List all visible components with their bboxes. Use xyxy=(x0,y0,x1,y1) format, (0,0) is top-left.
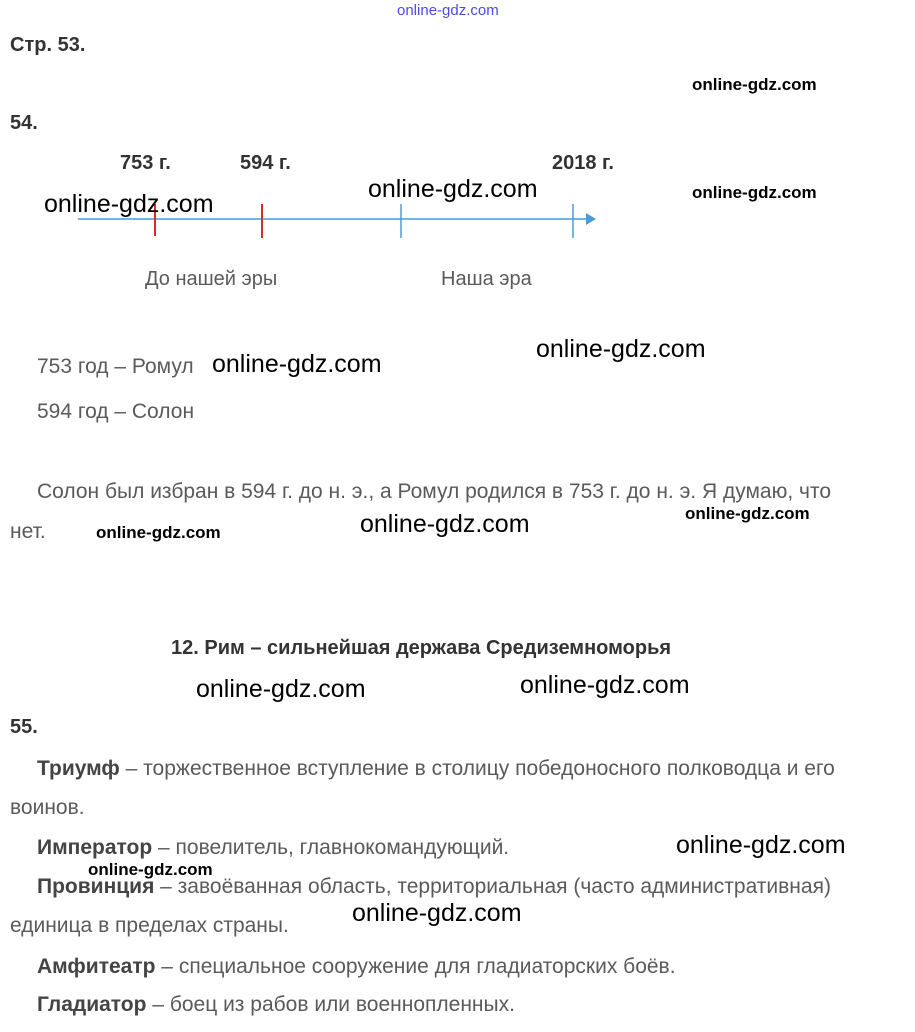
timeline-label-753: 753 г. xyxy=(120,152,171,174)
paragraph-line-2: нет. xyxy=(10,520,46,543)
definition-province-cont: единица в пределах страны. xyxy=(10,914,289,937)
watermark: online-gdz.com xyxy=(520,671,690,699)
definition-emperor xyxy=(37,836,509,860)
term-amphitheater: Амфитеатр xyxy=(37,955,156,978)
definition-gladiator xyxy=(37,993,515,1017)
watermark: online-gdz.com xyxy=(692,183,817,202)
watermark: online-gdz.com xyxy=(196,675,366,703)
era-bc-label: До нашей эры xyxy=(145,268,278,290)
definition-amphitheater xyxy=(37,955,676,979)
page-reference: Стр. 53. xyxy=(10,34,86,56)
definition-text: – повелитель, главнокомандующий. xyxy=(152,836,510,859)
watermark: online-gdz.com xyxy=(212,350,382,378)
definition-text: – торжественное вступление в столицу победоносного полководца и его xyxy=(119,757,835,780)
watermark-top: online-gdz.com xyxy=(397,2,499,19)
task-55-number: 55. xyxy=(10,716,38,738)
watermark: online-gdz.com xyxy=(368,175,538,203)
definition-triumph-cont: воинов. xyxy=(10,796,85,819)
timeline-label-2018: 2018 г. xyxy=(552,152,614,174)
definition-text: – боец из рабов или военнопленных. xyxy=(146,993,515,1016)
term-triumph: Триумф xyxy=(37,757,120,780)
watermark: online-gdz.com xyxy=(692,75,817,94)
term-gladiator: Гладиатор xyxy=(37,993,147,1016)
section-title: 12. Рим – сильнейшая держава Средиземноморья xyxy=(171,637,672,659)
watermark: online-gdz.com xyxy=(676,831,846,859)
timeline-arrow xyxy=(586,213,596,225)
timeline-diagram xyxy=(0,0,915,260)
definition-triumph xyxy=(37,757,835,781)
line-solon: 594 год – Солон xyxy=(37,400,195,423)
term-emperor: Император xyxy=(37,836,153,859)
term-province: Провинция xyxy=(37,875,155,898)
watermark: online-gdz.com xyxy=(44,190,214,218)
watermark: online-gdz.com xyxy=(352,899,522,927)
watermark: online-gdz.com xyxy=(96,523,221,542)
definition-text: – специальное сооружение для гладиаторских боёв. xyxy=(155,955,676,978)
line-romulus: 753 год – Ромул xyxy=(37,355,194,378)
watermark: online-gdz.com xyxy=(88,860,213,879)
watermark: online-gdz.com xyxy=(536,335,706,363)
era-ad-label: Наша эра xyxy=(441,268,532,290)
watermark: online-gdz.com xyxy=(360,510,530,538)
watermark: online-gdz.com xyxy=(685,504,810,523)
paragraph-line-1: Солон был избран в 594 г. до н. э., а Ромул родился в 753 г. до н. э. Я думаю, что xyxy=(37,480,832,503)
timeline-label-594: 594 г. xyxy=(240,152,291,174)
task-54-number: 54. xyxy=(10,112,38,134)
definition-text: – завоёванная область, территориальная (часто административная) xyxy=(154,875,831,898)
